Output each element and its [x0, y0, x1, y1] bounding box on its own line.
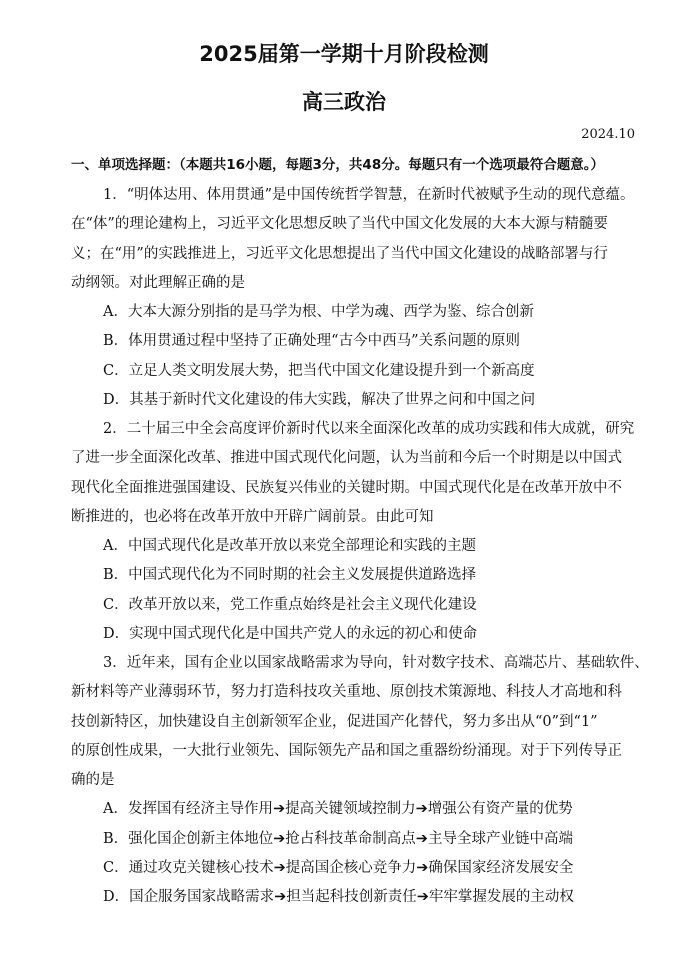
q1-stem-line: 动纲领。对此理解正确的是: [71, 275, 245, 291]
q1-stem-line: 1．“明体达用、体用贯通”是中国传统哲学智慧，在新时代被赋予生动的现代意蕴。: [103, 187, 635, 203]
q3-stem-line: 新材料等产业薄弱环节，努力打造科技攻关重地、原创技术策源地、科技人才高地和科: [71, 684, 622, 700]
exam-title: 2025届第一学期十月阶段检测: [199, 42, 489, 66]
q2-stem-line: 现代化全面推进强国建设、民族复兴伟业的关键时期。中国式现代化是在改革开放中不: [71, 480, 622, 496]
q2-stem-line: 了进一步全面深化改革、推进中国式现代化问题，认为当前和今后一个时期是以中国式: [71, 450, 622, 466]
q1-option-b: B．体用贯通过程中坚持了正确处理“古今中西马”关系问题的原则: [103, 333, 520, 349]
exam-subject: 高三政治: [302, 90, 386, 114]
q2-option-d: D．实现中国式现代化是中国共产党人的永远的初心和使命: [103, 626, 478, 642]
q3-stem-line: 确的是: [71, 772, 115, 788]
q2-option-a: A．中国式现代化是改革开放以来党全部理论和实践的主题: [103, 538, 476, 554]
q1-option-a: A．大本大源分别指的是马学为根、中学为魂、西学为鉴、综合创新: [103, 304, 534, 320]
q3-option-b: B．强化国企创新主体地位➔抢占科技革命制高点➔主导全球产业链中高端: [103, 831, 573, 847]
q3-option-d: D．国企服务国家战略需求➔担当起科技创新责任➔牢牢掌握发展的主动权: [103, 889, 574, 905]
q3-option-c: C．通过攻克关键核心技术➔提高国企核心竞争力➔确保国家经济发展安全: [103, 860, 574, 876]
q3-stem-line: 3．近年来，国有企业以国家战略需求为导向，针对数字技术、高端芯片、基础软件、: [103, 655, 649, 671]
q3-option-a: A．发挥国有经济主导作用➔提高关键领域控制力➔增强公有资产量的优势: [103, 801, 573, 817]
q3-stem-line: 技创新特区，加快建设自主创新领军企业，促进国产化替代，努力多出从“0”到“1”: [71, 714, 598, 730]
q2-option-c: C．改革开放以来，党工作重点始终是社会主义现代化建设: [103, 597, 477, 613]
q3-stem-line: 的原创性成果，一大批行业领先、国际领先产品和国之重器纷纷涌现。对于下列传导正: [71, 743, 622, 759]
q2-stem-line: 断推进的，也必将在改革开放中开辟广阔前景。由此可知: [71, 509, 434, 525]
section-heading: 一、单项选择题：（本题共16小题，每题3分，共48分。每题只有一个选项最符合题意。）: [71, 157, 604, 173]
q2-stem-line: 2．二十届三中全会高度评价新时代以来全面深化改革的成功实践和伟大成就，研究: [103, 421, 635, 437]
q2-option-b: B．中国式现代化为不同时期的社会主义发展提供道路选择: [103, 567, 477, 583]
q1-stem-line: 在“体”的理论建构上，习近平文化思想反映了当代中国文化发展的大本大源与精髓要: [71, 216, 608, 232]
q1-option-c: C．立足人类文明发展大势，把当代中国文化建设提升到一个新高度: [103, 363, 535, 379]
q1-stem-line: 义；在“用”的实践推进上，习近平文化思想提出了当代中国文化建设的战略部署与行: [71, 246, 608, 262]
exam-date: 2024.10: [581, 127, 635, 142]
q1-option-d: D．其基于新时代文化建设的伟大实践，解决了世界之问和中国之问: [103, 392, 536, 408]
